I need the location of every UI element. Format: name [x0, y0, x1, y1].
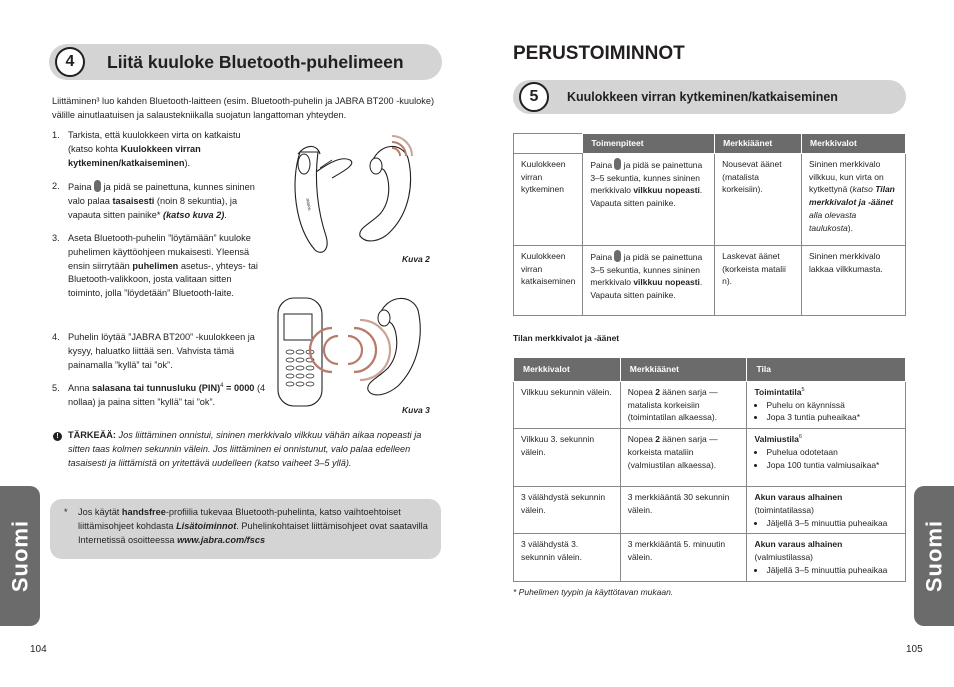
footnote: * Puhelimen tyypin ja käyttötavan mukaan. [513, 587, 674, 597]
table-header: Merkkiäänet [715, 134, 802, 154]
figure-2-caption: Kuva 2 [402, 254, 430, 264]
note-text: Jos käytät handsfree-profiilia tukevaa Bluetooth-puhelinta, katso vaihtoehtoiset liittämisohjeet kohdasta Lisätoiminnot. Puhelinkohtaiset liittämisohjeet ovat saatavilla Internetissä osoitteessa www.jabra.com/fscs [78, 507, 428, 545]
table-header: Merkkivalot [802, 134, 906, 154]
table-row: Vilkkuu sekunnin välein. Nopea 2 äänen sarja — matalista korkeisiin (toimintatilan alkaessa). Toimintatila$^5$ • Puhelu on käynnissä • Jopa 3 tuntia puheaikaa* [514, 381, 906, 428]
side-tab-left: Suomi [0, 486, 40, 626]
step-4: 4. Puhelin löytää ”JABRA BT200” -kuulokkeen ja kysyy, haluatko liittää sen. Vahvista tämä painamalla ”kyllä” tai ”ok”. [52, 332, 255, 370]
table-row: 3 välähdystä 3. sekunnin välein. 3 merkkiääntä 5. minuutin välein. Akun varaus alhainen (valmiustilassa) • Jäljellä 3–5 minuuttia puheaikaa [514, 534, 906, 581]
section-title: Kuulokkeen virran kytkeminen/katkaiseminen [567, 89, 838, 104]
section-number: 5 [519, 82, 549, 112]
table-header [514, 134, 583, 154]
step-3: 3. Aseta Bluetooth-puhelin ”löytämään” kuuloke puhelimen käyttöohjeen mukaisesti. Yleensä ensin siirrytään puhelimen asetus-, yhteys- tai Bluetooth-valikkoon, josta valitaan sitten toiminto, jolla ”löydetään” Bluetooth-laite. [52, 233, 258, 299]
table-row: Kuulokkeen virran katkaiseminen Paina ja pidä se painettuna 3–5 sekuntia, kunnes sininen merkkivalo vilkkuu nopeasti. Vapauta sitten painike. Laskevat äänet (korkeista matalii n). Sininen merkkivalo lakkaa vilkkumasta. [514, 245, 906, 315]
status-table-title: Tilan merkkivalot ja -äänet [513, 333, 620, 343]
section-number: 4 [55, 47, 85, 77]
note-star: * [64, 507, 68, 517]
table-row: Vilkkuu 3. sekunnin välein. Nopea 2 äänen sarja — korkeista mataliin (valmiustilan alkaessa). Valmiustila$^6$ • Puhelua odotetaan • Jopa 100 tuntia valmiusaikaa* [514, 429, 906, 487]
table-header: Merkkivalot [514, 358, 621, 382]
warning-text: TÄRKEÄÄ: Jos liittäminen onnistui, sininen merkkivalo vilkkuu vähän aikaa nopeasti ja sitten taas kolmen sekunnin välein. Jos liittäminen ei onnistunut, valo palaa edelleen tasaisesti ja liittämistä on yritettävä uudelleen (katso vaiheet 3–5 yllä). [68, 430, 422, 468]
figure-3-caption: Kuva 3 [402, 405, 430, 415]
table-row: Kuulokkeen virran kytkeminen Paina ja pidä se painettuna 3–5 sekuntia, kunnes sininen merkkivalo vilkkuu nopeasti. Vapauta sitten painike. Nousevat äänet (matalista korkeisiin). Sininen merkkivalo vilkkuu, kun virta on kytkettynä (katso Tilan merkkivalot ja -äänet alla olevasta taulukosta). [514, 153, 906, 245]
power-table [513, 133, 906, 316]
side-tab-right: Suomi [914, 486, 954, 626]
headset-brand-text: JABRA [305, 197, 313, 211]
section-title: Liitä kuuloke Bluetooth-puhelimeen [107, 51, 404, 72]
table-row: 3 välähdystä sekunnin välein. 3 merkkiääntä 30 sekunnin välein. Akun varaus alhainen (toimintatilassa) • Jäljellä 3–5 minuuttia puheaikaa [514, 487, 906, 534]
step-1: 1. Tarkista, että kuulokkeen virta on katkaistu (katso kohta Kuulokkeen virran kytkeminen/katkaiseminen). [52, 130, 241, 168]
section-5-header [513, 80, 906, 114]
page-number-right: 105 [906, 644, 923, 655]
intro-paragraph: Liittäminen³ luo kahden Bluetooth-laitteen (esim. Bluetooth-puhelin ja JABRA BT200 -kuuloke) välille ainutlaatuisen ja salaustekniikalla suojatun langattoman yhteyden. [52, 96, 435, 120]
section-4-header [49, 44, 442, 80]
table-header: Tila [747, 358, 906, 382]
step-2: 2. Paina ja pidä se painettuna, kunnes sininen valo palaa tasaisesti (noin 8 sekuntia), ja vapauta sitten painike* (katso kuva 2). [52, 181, 255, 220]
support-link[interactable]: www.jabra.com/fscs [177, 534, 266, 545]
page-number-left: 104 [30, 644, 47, 655]
button-icon [94, 180, 101, 192]
phone-headset-illustration [276, 292, 441, 412]
status-table [513, 357, 906, 582]
warning-icon: ! [53, 432, 62, 441]
step-5: 5. Anna salasana tai tunnusluku (PIN)$^4$ = 0000 (4 nollaa) ja paina sitten ”kyllä” tai ”ok”. [52, 383, 266, 407]
page-heading: PERUSTOIMINNOT [513, 43, 685, 64]
table-header: Merkkiäänet [620, 358, 747, 382]
headset-illustration [280, 132, 440, 257]
table-header: Toimenpiteet [583, 134, 715, 154]
